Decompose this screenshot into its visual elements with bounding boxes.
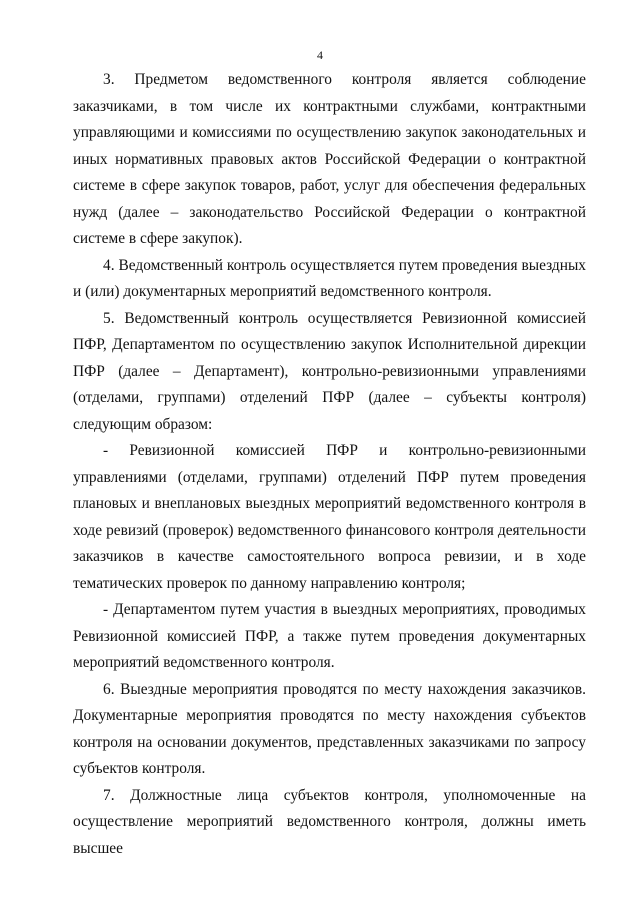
paragraph-6: 6. Выездные мероприятия проводятся по месту нахождения заказчиков. Документарные мероприятия проводятся по месту нахождения субъектов контроля на основании документов, представленных заказчиками по запросу субъектов контроля. bbox=[73, 680, 586, 777]
document-body bbox=[73, 67, 586, 862]
paragraph-7: 7. Должностные лица субъектов контроля, уполномоченные на осуществление мероприятий ведомственного контроля, должны иметь высшее bbox=[73, 786, 586, 857]
paragraph-5-item-revision-commission: - Ревизионной комиссией ПФР и контрольно-ревизионными управлениями (отделами, группами) отделений ПФР путем проведения плановых и внеплановых выездных мероприятий ведомственного контроля в ходе ревизий (проверок) ведомственного финансового контроля деятельности заказчиков в качестве самостоятельного вопроса ревизии, и в ходе тематических проверок по данному направлению контроля; bbox=[73, 442, 586, 592]
paragraph-3: 3. Предметом ведомственного контроля является соблюдение заказчиками, в том числе их контрактными службами, контрактными управляющими и комиссиями по осуществлению закупок законодательных и иных нормативных правовых актов Российской Федерации о контрактной системе в сфере закупок товаров, работ, услуг для обеспечения федеральных нужд (далее – законодательство Российской Федерации о контрактной системе в сфере закупок). bbox=[73, 71, 586, 247]
page-number: 4 bbox=[317, 48, 323, 62]
paragraph-4: 4. Ведомственный контроль осуществляется путем проведения выездных и (или) документарных мероприятий ведомственного контроля. bbox=[73, 256, 586, 300]
paragraph-5-item-department: - Департаментом путем участия в выездных мероприятиях, проводимых Ревизионной комиссией ПФР, а также путем проведения документарных мероприятий ведомственного контроля. bbox=[73, 601, 586, 671]
paragraph-5: 5. Ведомственный контроль осуществляется Ревизионной комиссией ПФР, Департаментом по осуществлению закупок Исполнительной дирекции ПФР (далее – Департамент), контрольно-ревизионными управлениями (отделами, группами) отделений ПФР (далее – субъекты контроля) следующим образом: bbox=[73, 309, 586, 433]
